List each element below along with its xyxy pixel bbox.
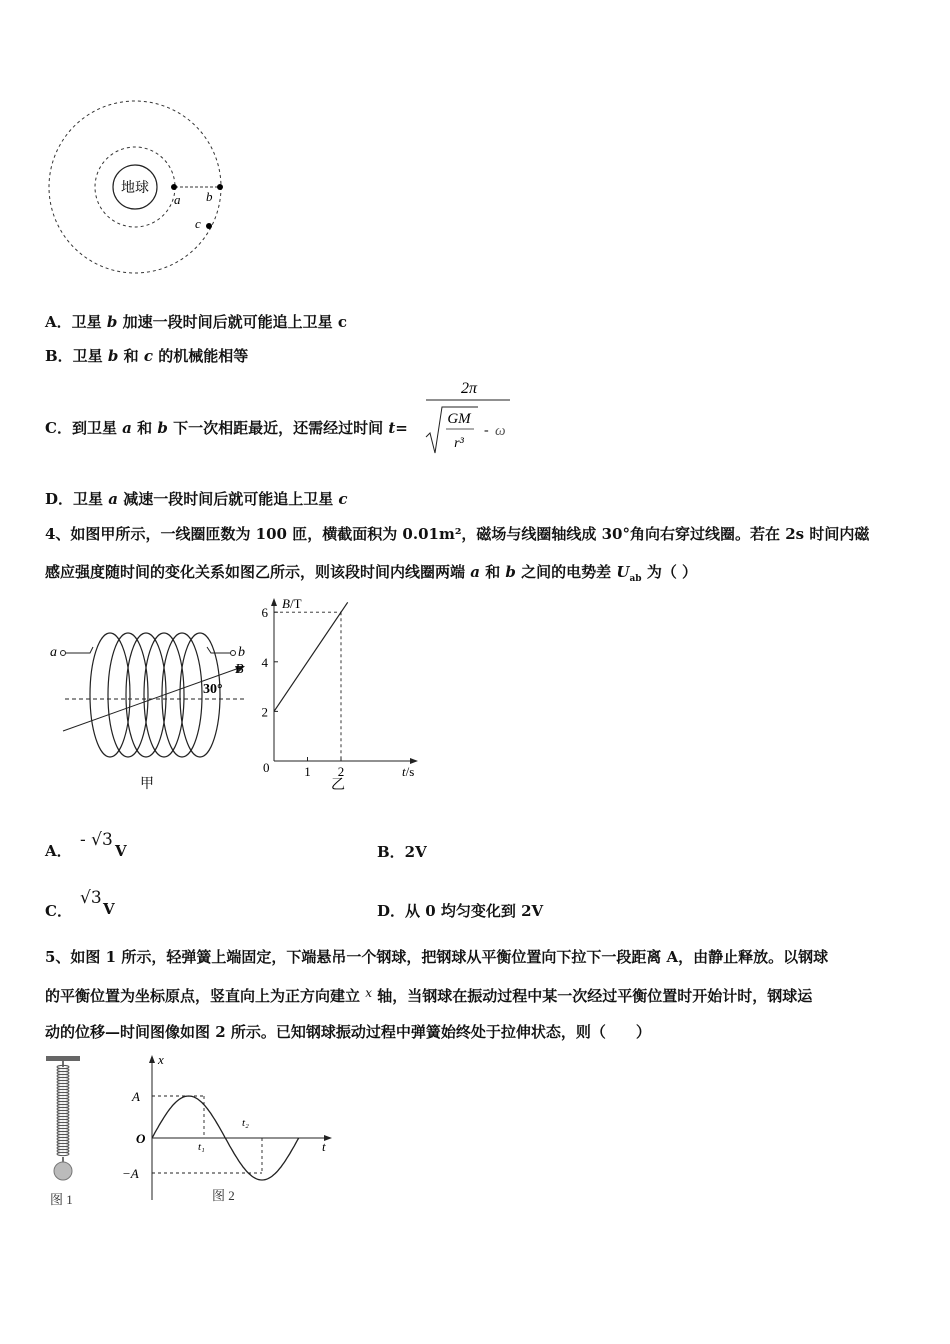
graph-x-label: x xyxy=(158,1052,164,1067)
label-a: a xyxy=(174,192,181,207)
graph-t-label: t xyxy=(322,1139,326,1154)
orbit-diagram xyxy=(40,95,240,280)
x-axis-label: t/s xyxy=(402,764,415,779)
q3-option-b: B．卫星 b 和 c 的机械能相等 xyxy=(45,347,249,365)
fig2-caption: 图 2 xyxy=(212,1188,235,1203)
coil-diagram xyxy=(45,625,260,795)
graph-neg-a-label: −A xyxy=(122,1166,139,1181)
q3-option-d: D．卫星 a 减速一段时间后就可能追上卫星 c xyxy=(45,490,348,508)
q5-stem-line3: 动的位移—时间图像如图 2 所示。已知钢球振动过程中弹簧始终处于拉伸状态，则（ ） xyxy=(45,1023,651,1041)
formula-omega: ω xyxy=(495,423,506,439)
coil-label-a: a xyxy=(50,645,57,660)
graph-a-label: A xyxy=(132,1089,140,1104)
spring-figure xyxy=(42,1052,92,1212)
terminal-a xyxy=(61,651,66,656)
q5-stem-line2: 的平衡位置为坐标原点，竖直向上为正方向建立 $^x$ 轴，当钢球在振动过程中某一次经过平衡位置时开始计时，钢球运 xyxy=(45,986,813,1005)
coil-label-b: b xyxy=(238,645,245,660)
q4-option-d: D．从 0 均匀变化到 2V xyxy=(377,902,544,920)
graph-t2-label: t₂ xyxy=(242,1117,249,1129)
xt-graph xyxy=(122,1050,342,1215)
x-arrow xyxy=(149,1055,155,1063)
formula-numerator: 2π xyxy=(460,380,478,397)
formula-r3: r³ xyxy=(454,436,464,451)
earth-label: 地球 xyxy=(121,181,149,196)
y-tick-label-4: 4 xyxy=(261,654,268,670)
q4-option-c: C． xyxy=(45,902,72,920)
lead-a xyxy=(63,647,93,653)
y-tick-label-6: 6 xyxy=(261,605,268,621)
angle-label: 30° xyxy=(203,682,223,697)
formula-fraction xyxy=(422,375,517,460)
formula-gm: GM xyxy=(447,411,471,427)
graph-origin: O xyxy=(136,1131,146,1146)
ceiling-mount xyxy=(46,1056,80,1061)
graph-t1-label: t₁ xyxy=(198,1141,205,1153)
spring-coils xyxy=(57,1065,69,1155)
q4-option-c-unit: V xyxy=(103,900,115,918)
label-c: c xyxy=(195,216,201,231)
satellite-a xyxy=(171,184,177,190)
b-label: B xyxy=(235,662,244,677)
steel-ball xyxy=(54,1162,72,1180)
coil-loops xyxy=(90,633,220,757)
q4-option-a-unit: V xyxy=(115,842,127,860)
fig1-caption: 图 1 xyxy=(50,1192,73,1207)
y-arrow xyxy=(271,598,277,606)
formula-minus: - xyxy=(484,423,489,438)
origin-label: 0 xyxy=(263,760,270,775)
lead-b xyxy=(207,647,233,653)
q4-stem-line2: 感应强度随时间的变化关系如图乙所示，则该段时间内线圈两端 a 和 b 之间的电势差 $U_{ab}$ 为（ ） xyxy=(45,563,698,584)
q4-option-a: A． xyxy=(45,842,72,860)
q4-option-c-value: √3 xyxy=(80,888,102,908)
satellite-c xyxy=(206,223,212,229)
q5-stem-line1: 5、如图 1 所示，轻弹簧上端固定，下端悬吊一个钢球，把钢球从平衡位置向下拉下一段距离 A，由静止释放。以钢球 xyxy=(45,948,829,966)
terminal-b xyxy=(231,651,236,656)
label-b: b xyxy=(206,189,213,204)
bt-chart xyxy=(260,595,425,795)
y-axis-label: B/T xyxy=(282,596,302,611)
q4-option-a-value: - √3 xyxy=(80,830,113,850)
q3-option-c: C．到卫星 a 和 b 下一次相距最近，还需经过时间 t= xyxy=(45,419,408,437)
q4-stem-line1: 4、如图甲所示，一线圈匝数为 100 匝，横截面积为 0.01m²，磁场与线圈轴线成 30°角向右穿过线圈。若在 2s 时间内磁 xyxy=(45,525,870,543)
q4-option-b: B．2V xyxy=(377,843,427,861)
y-tick-label-2: 2 xyxy=(261,704,268,720)
caption-jia: 甲 xyxy=(140,777,154,792)
q3-option-a: A．卫星 b 加速一段时间后就可能追上卫星 c xyxy=(45,313,347,331)
x-tick-label-1: 1 xyxy=(304,764,311,779)
x-tick-label-2: 2 xyxy=(337,764,345,779)
satellite-b xyxy=(217,184,223,190)
chart-caption: 乙 xyxy=(331,778,345,793)
series-line-b xyxy=(274,602,348,711)
